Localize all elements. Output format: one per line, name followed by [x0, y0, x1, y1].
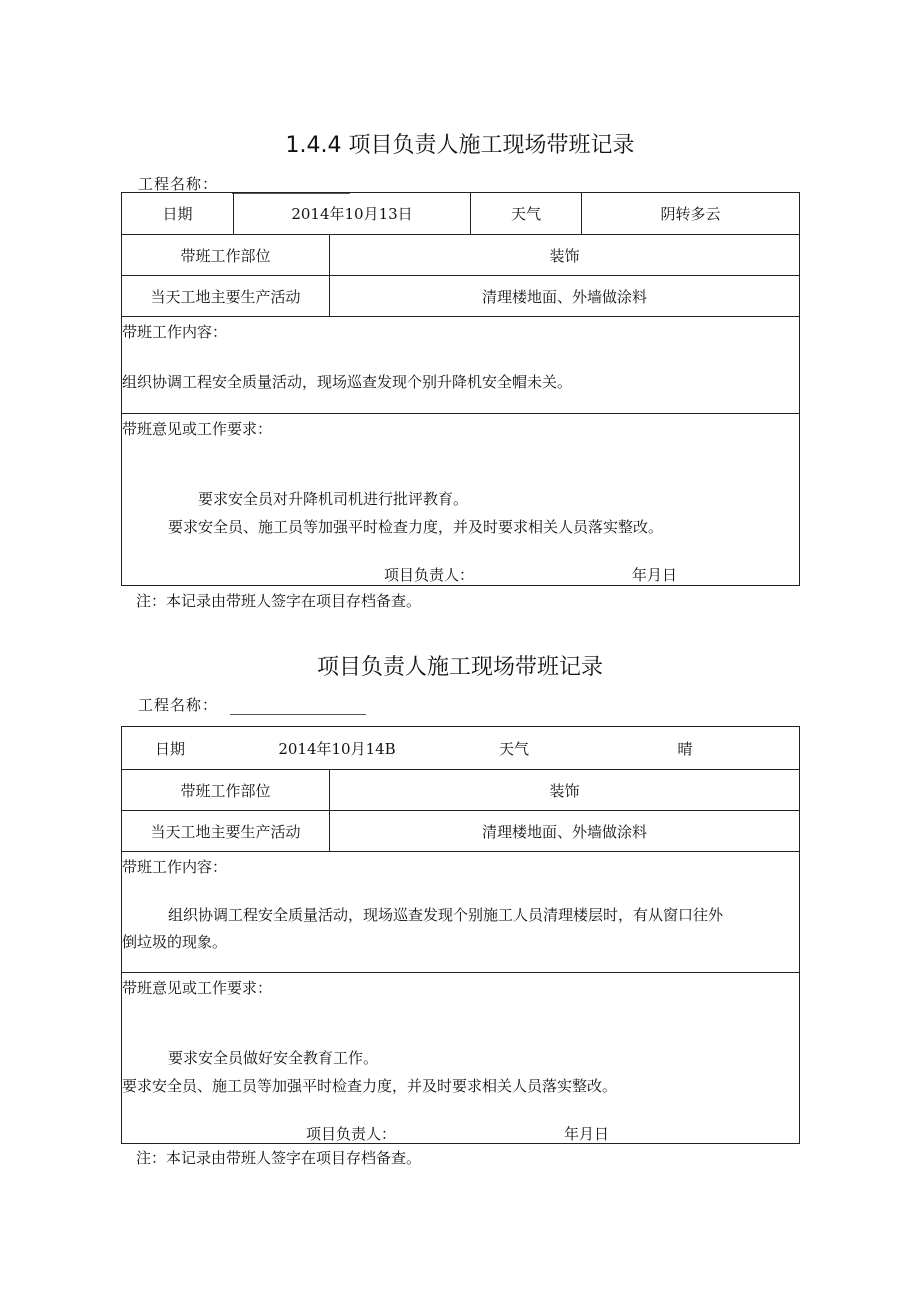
dept-value: 装饰 [329, 235, 799, 275]
weather-label: 天气 [470, 193, 581, 234]
activity-label: 当天工地主要生产活动 [150, 822, 301, 841]
content-row [122, 317, 799, 414]
dept-row [122, 235, 799, 276]
opinion-label: 带班意见或工作要求： [122, 420, 273, 438]
date-weather-row [122, 727, 799, 770]
opinion-label: 带班意见或工作要求： [122, 979, 273, 997]
date-weather-row [122, 193, 799, 235]
weather-value: 阴转多云 [581, 193, 799, 234]
content-row [122, 852, 799, 973]
dept-label: 带班工作部位 [180, 781, 271, 800]
weather-value: 晴 [677, 739, 693, 758]
content-label: 带班工作内容： [122, 323, 228, 341]
activity-value: 清理楼地面、外墙做涂料 [329, 276, 799, 316]
opinion-row [122, 973, 799, 1143]
project-name-label: 工程名称： [138, 696, 219, 714]
opinion-line-2: 要求安全员、施工员等加强平时检查力度，并及时要求相关人员落实整改。 [168, 518, 664, 536]
record2-table [121, 726, 800, 1144]
record1-note: 注：本记录由带班人签字在项目存档备查。 [136, 592, 422, 610]
record1-project-name [138, 173, 350, 194]
date-value: 2014年10月14B [278, 739, 396, 758]
record2-project-name [138, 694, 366, 715]
date-value: 2014年10月13日 [233, 193, 470, 234]
dept-label: 带班工作部位 [180, 246, 271, 265]
content-label: 带班工作内容： [122, 858, 228, 876]
signer-label: 项目负责人： [306, 1125, 397, 1143]
activity-label: 当天工地主要生产活动 [150, 287, 301, 306]
sign-date: 年月日 [564, 1125, 610, 1143]
activity-row [122, 811, 799, 852]
activity-value: 清理楼地面、外墙做涂料 [329, 811, 799, 851]
content-text: 组织协调工程安全质量活动，现场巡查发现个别升降机安全帽未关。 [122, 373, 573, 391]
dept-value: 装饰 [329, 770, 799, 810]
date-label: 日期 [154, 739, 185, 758]
opinion-line-1: 要求安全员做好安全教育工作。 [168, 1049, 379, 1067]
record2-note: 注：本记录由带班人签字在项目存档备查。 [136, 1149, 422, 1167]
opinion-line-1: 要求安全员对升降机司机进行批评教育。 [198, 490, 469, 508]
signer-label: 项目负责人： [384, 566, 475, 584]
record1-title: 1.4.4 项目负责人施工现场带班记录 [285, 133, 635, 158]
record1-table [121, 192, 800, 586]
weather-label: 天气 [498, 739, 529, 758]
content-line-2: 倒垃圾的现象。 [122, 933, 228, 951]
opinion-row [122, 414, 799, 585]
content-line-1: 组织协调工程安全质量活动，现场巡查发现个别施工人员清理楼层时，有从窗口往外 [168, 906, 724, 924]
record2-title: 项目负责人施工现场带班记录 [316, 655, 603, 680]
activity-row [122, 276, 799, 317]
opinion-line-2: 要求安全员、施工员等加强平时检查力度，并及时要求相关人员落实整改。 [122, 1077, 618, 1095]
project-name-blank [230, 713, 366, 715]
date-label: 日期 [162, 205, 193, 223]
project-name-label: 工程名称： [138, 175, 219, 193]
dept-row [122, 770, 799, 811]
sign-date: 年月日 [632, 566, 678, 584]
